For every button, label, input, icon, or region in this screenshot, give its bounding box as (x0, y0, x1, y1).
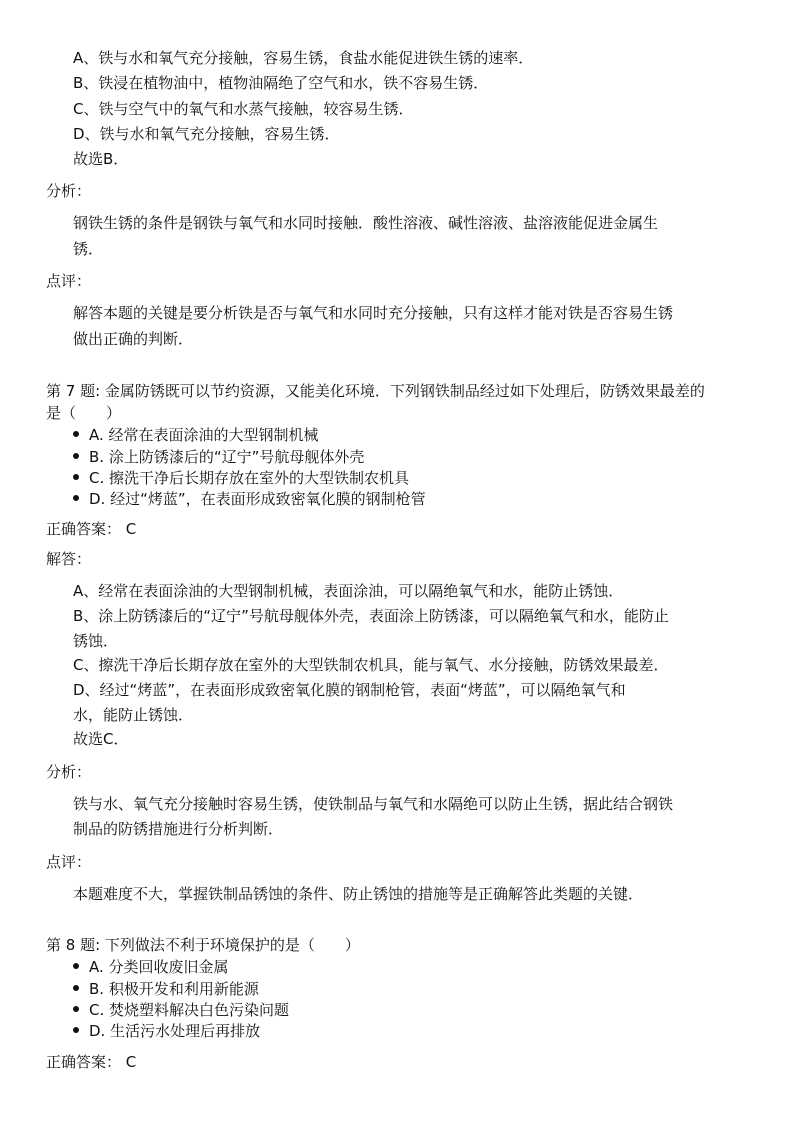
analysis-heading: 分析： (46, 763, 92, 781)
question-8-option-b (73, 978, 259, 1001)
solution-conclusion: 故选B． (73, 150, 129, 168)
question-8-stem: 第 8 题: 下列做法不利于环境保护的是（ ） (46, 936, 360, 954)
solution-conclusion: 故选C． (73, 730, 129, 748)
solution-line: A、经常在表面涂油的大型钢制机械，表面涂油，可以隔绝氧气和水，能防止锈蚀． (73, 582, 624, 600)
question-7-answer: 正确答案： C (46, 520, 137, 538)
option-text: A. 分类回收废旧金属 (89, 958, 229, 976)
comment-line: 做出正确的判断． (73, 330, 194, 348)
bullet-icon (73, 985, 79, 991)
option-text: D. 经过“烤蓝”，在表面形成致密氧化膜的钢制枪管 (89, 490, 426, 508)
question-7-option-d (73, 488, 426, 511)
question-8-option-a (73, 956, 229, 979)
analysis-heading: 分析： (46, 182, 92, 200)
option-text: D. 生活污水处理后再排放 (89, 1022, 261, 1040)
analysis-line: 钢铁生锈的条件是钢铁与氧气和水同时接触．酸性溶液、碱性溶液、盐溶液能促进金属生 (73, 214, 659, 232)
question-7-stem: 是（ ） (46, 404, 122, 422)
comment-heading: 点评： (46, 853, 92, 871)
bullet-icon (73, 474, 79, 480)
solution-line: D、铁与水和氧气充分接触，容易生锈． (73, 125, 340, 143)
question-7-option-a (73, 424, 319, 447)
question-8-option-d (73, 1020, 260, 1043)
analysis-line: 制品的防锈措施进行分析判断． (73, 820, 284, 838)
solution-line: C、擦洗干净后长期存放在室外的大型铁制农机具，能与氧气、水分接触，防锈效果最差． (73, 656, 669, 674)
question-7-option-c (73, 467, 409, 490)
question-8-answer: 正确答案： C (46, 1053, 137, 1071)
option-text: B. 积极开发和利用新能源 (89, 980, 259, 998)
bullet-icon (73, 495, 79, 501)
option-text: A. 经常在表面涂油的大型钢制机械 (89, 426, 319, 444)
solution-line: 水，能防止锈蚀． (73, 706, 194, 724)
solution-heading: 解答： (46, 550, 92, 568)
solution-line: B、铁浸在植物油中，植物油隔绝了空气和水，铁不容易生锈． (73, 74, 489, 92)
solution-line: 锈蚀． (73, 632, 119, 650)
analysis-line: 铁与水、氧气充分接触时容易生锈，使铁制品与氧气和水隔绝可以防止生锈，据此结合钢铁 (73, 795, 674, 813)
question-7-stem: 第 7 题: 金属防锈既可以节约资源，又能美化环境．下列钢铁制品经过如下处理后，防锈效果最差的 (46, 382, 705, 400)
option-text: B. 涂上防锈漆后的“辽宁”号航母舰体外壳 (89, 448, 365, 466)
option-text: C. 焚烧塑料解决白色污染问题 (89, 1001, 290, 1019)
bullet-icon (73, 453, 79, 459)
bullet-icon (73, 431, 79, 437)
bullet-icon (73, 1006, 79, 1012)
comment-heading: 点评： (46, 272, 92, 290)
solution-line: D、经过“烤蓝”，在表面形成致密氧化膜的钢制枪管，表面“烤蓝”，可以隔绝氧气和 (73, 681, 626, 699)
comment-line: 本题难度不大，掌握铁制品锈蚀的条件、防止锈蚀的措施等是正确解答此类题的关键． (73, 885, 644, 903)
question-8-option-c (73, 999, 289, 1022)
analysis-line: 锈． (73, 240, 104, 258)
solution-line: C、铁与空气中的氧气和水蒸气接触，较容易生锈． (73, 100, 414, 118)
solution-line: B、涂上防锈漆后的“辽宁”号航母舰体外壳，表面涂上防锈漆，可以隔绝氧气和水，能防止 (73, 607, 669, 625)
bullet-icon (73, 1027, 79, 1033)
bullet-icon (73, 963, 79, 969)
question-7-option-b (73, 446, 364, 469)
solution-line: A、铁与水和氧气充分接触，容易生锈，食盐水能促进铁生锈的速率． (73, 49, 534, 67)
comment-line: 解答本题的关键是要分析铁是否与氧气和水同时充分接触，只有这样才能对铁是否容易生锈 (73, 304, 674, 322)
option-text: C. 擦洗干净后长期存放在室外的大型铁制农机具 (89, 469, 410, 487)
